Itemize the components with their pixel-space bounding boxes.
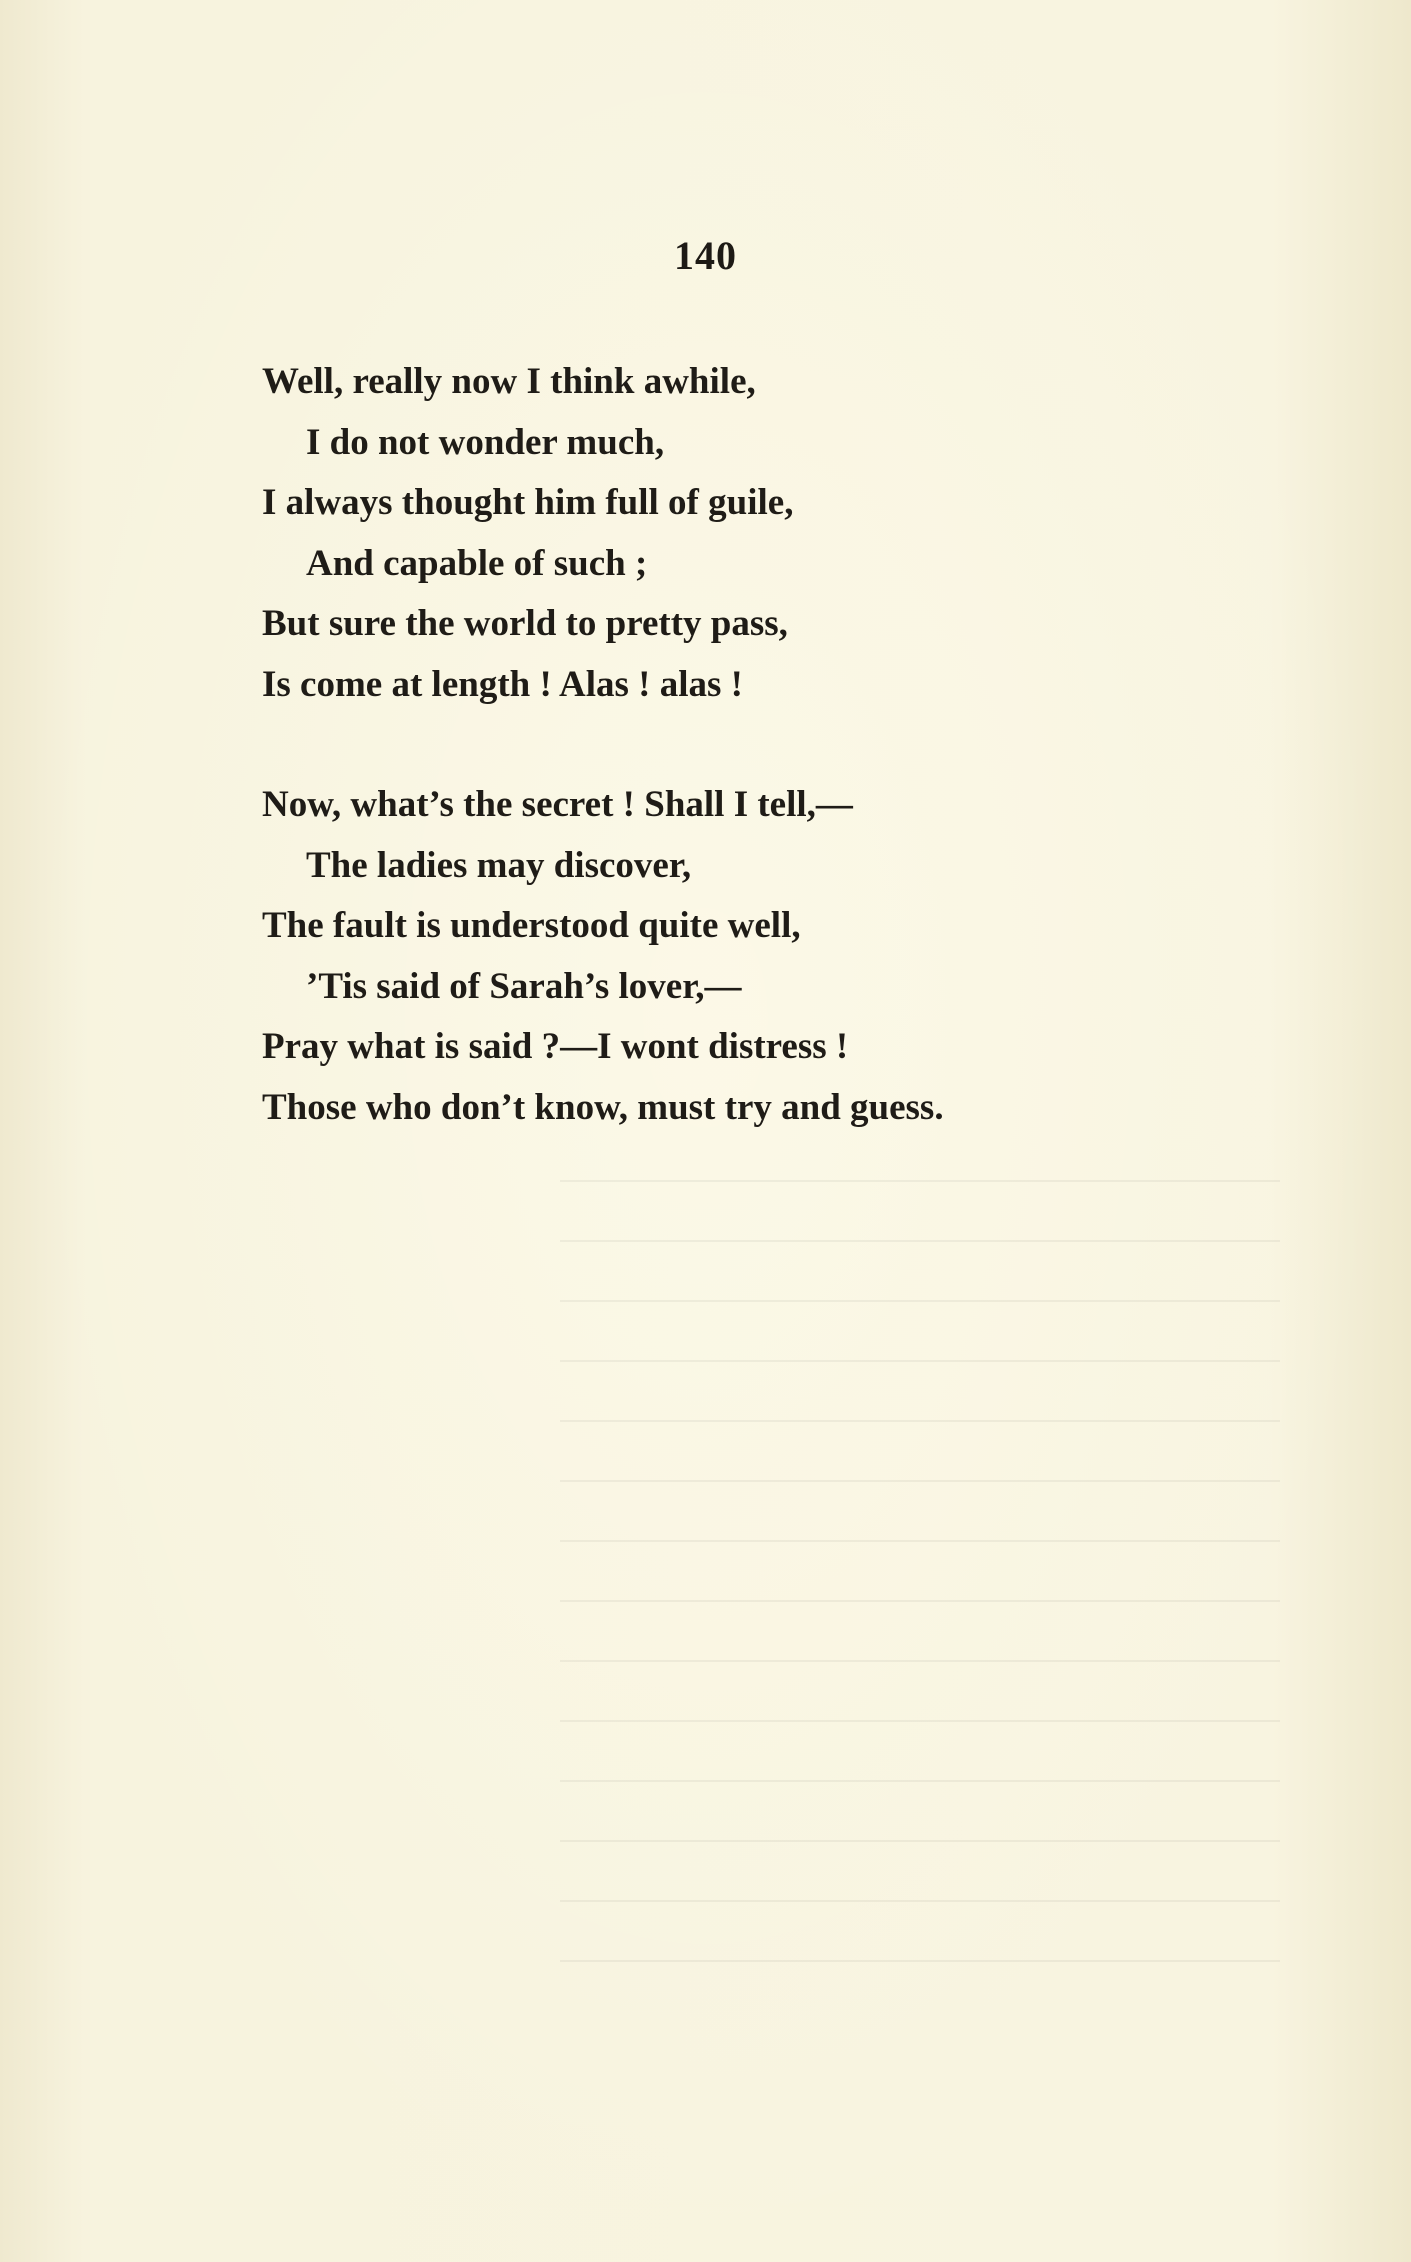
poem-line: And capable of such ; [306,542,648,584]
poem-line: Those who don’t know, must try and guess. [262,1086,944,1128]
poem-line: Is come at length ! Alas ! alas ! [262,663,743,705]
poem-line: ’Tis said of Sarah’s lover,— [306,965,742,1007]
poem-line: I always thought him full of guile, [262,482,794,523]
stanza-1 [262,352,1262,715]
show-through-texture [560,1180,1280,2000]
page-number: 140 [674,233,737,278]
stanza-2 [262,775,1262,1138]
poem-line: The ladies may discover, [306,844,692,886]
poem [262,352,1262,1198]
poem-line: Well, really now I think awhile, [262,361,756,402]
poem-line: The fault is understood quite well, [262,905,801,946]
poem-line: I do not wonder much, [306,421,665,463]
poem-line: Now, what’s the secret ! Shall I tell,— [262,784,853,825]
poem-line: But sure the world to pretty pass, [262,603,788,644]
poem-line: Pray what is said ?—I wont distress ! [262,1026,849,1067]
